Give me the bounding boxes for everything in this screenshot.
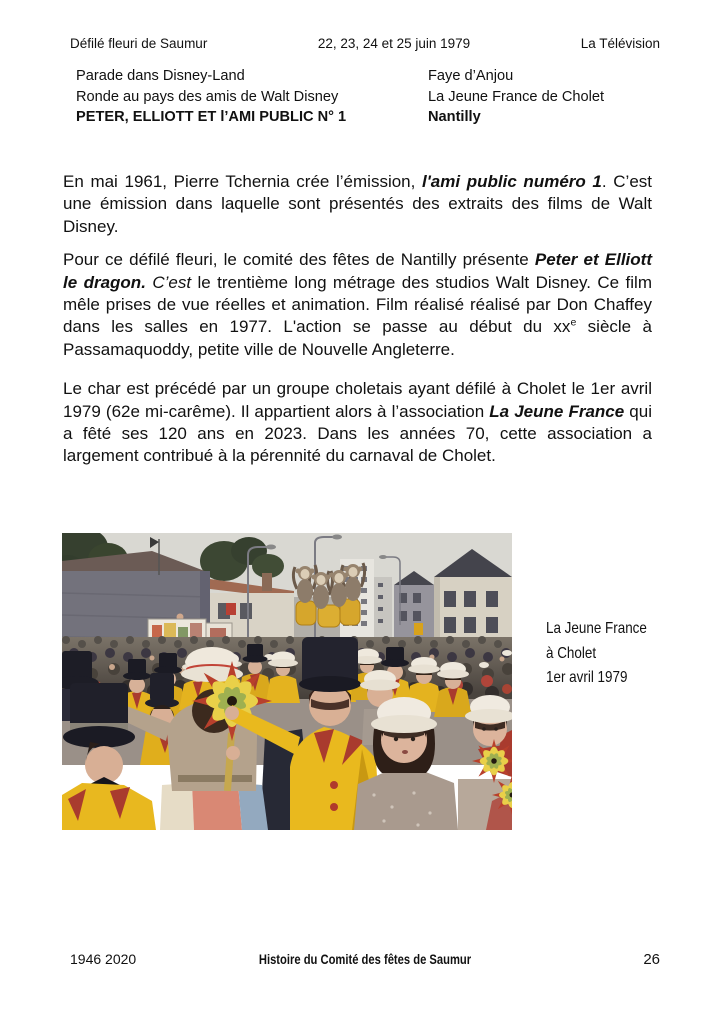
p1-text-end: . C’est une émission dans laquelle sont présentés des extraits des films de Walt Disney.	[63, 172, 652, 236]
header-center: 22, 23, 24 et 25 juin 1979	[317, 36, 471, 51]
page-number: 26	[643, 951, 660, 968]
p3-text: Le char est précédé par un groupe choletais ayant défilé à Cholet le 1er avril 1979 (62e mi-carême). Il appartient alors à l’association	[63, 379, 652, 421]
program-right-line1: Faye d’Anjou	[428, 68, 514, 84]
p3-emphasis: La Jeune France	[489, 401, 625, 421]
program-left-line3: PETER, ELLIOTT ET l’AMI PUBLIC N° 1	[76, 109, 347, 126]
p2-emphasis: Peter et Elliott le dragon.	[63, 250, 652, 292]
header-left: Défilé fleuri de Saumur	[70, 36, 208, 51]
photo-monkey-float	[293, 563, 364, 627]
body-text	[63, 171, 652, 468]
parade-photo	[62, 533, 512, 830]
page-header	[70, 36, 660, 51]
paragraph-3	[63, 378, 652, 468]
program-right-line3: Nantilly	[428, 109, 481, 126]
program-left-line2: Ronde au pays des amis de Walt Disney	[76, 88, 339, 105]
p2-text: Pour ce défilé fleuri, le comité des fêtes de Nantilly présente	[63, 250, 535, 270]
paragraph-1	[63, 171, 652, 238]
p2-italic: C’est	[145, 272, 192, 292]
parade-photo-illustration	[62, 533, 512, 830]
caption-line1: La Jeune France	[546, 620, 647, 637]
p2-text-end: siècle à Passamaquoddy, petite ville de Nouvelle Angleterre.	[63, 317, 652, 359]
program-left-line1: Parade dans Disney-Land	[76, 68, 245, 84]
p3-text-end: qui a fêté ses 120 ans en 2023. Dans les années 70, cette association a largement contribué à la pérennité du carnaval de Cholet.	[63, 401, 652, 466]
page-footer	[70, 951, 660, 971]
program-block	[76, 66, 660, 128]
program-right-column	[428, 66, 660, 128]
p2-superscript: e	[570, 316, 577, 329]
header-right: La Télévision	[580, 36, 660, 51]
caption-line3: 1er avril 1979	[546, 669, 628, 686]
p2-text-mid: le trentième long métrage des studios Walt Disney. Ce film mêle prises de vue réelles et animation. Film réalisé réalisé par Don Chaffey dans les salles en 1977. L'action se passe au début du xx	[63, 272, 652, 337]
paragraph-2	[63, 249, 652, 361]
caption-line2: à Cholet	[546, 644, 597, 662]
footer-years: 1946 2020	[70, 951, 137, 967]
p1-emphasis: l'ami public numéro 1	[422, 172, 602, 191]
program-left-column	[76, 66, 428, 128]
p1-text: En mai 1961, Pierre Tchernia crée l’émission,	[63, 172, 423, 191]
footer-title: Histoire du Comité des fêtes de Saumur	[258, 951, 472, 967]
program-right-line2: La Jeune France de Cholet	[428, 88, 605, 105]
photo-caption	[546, 617, 647, 691]
